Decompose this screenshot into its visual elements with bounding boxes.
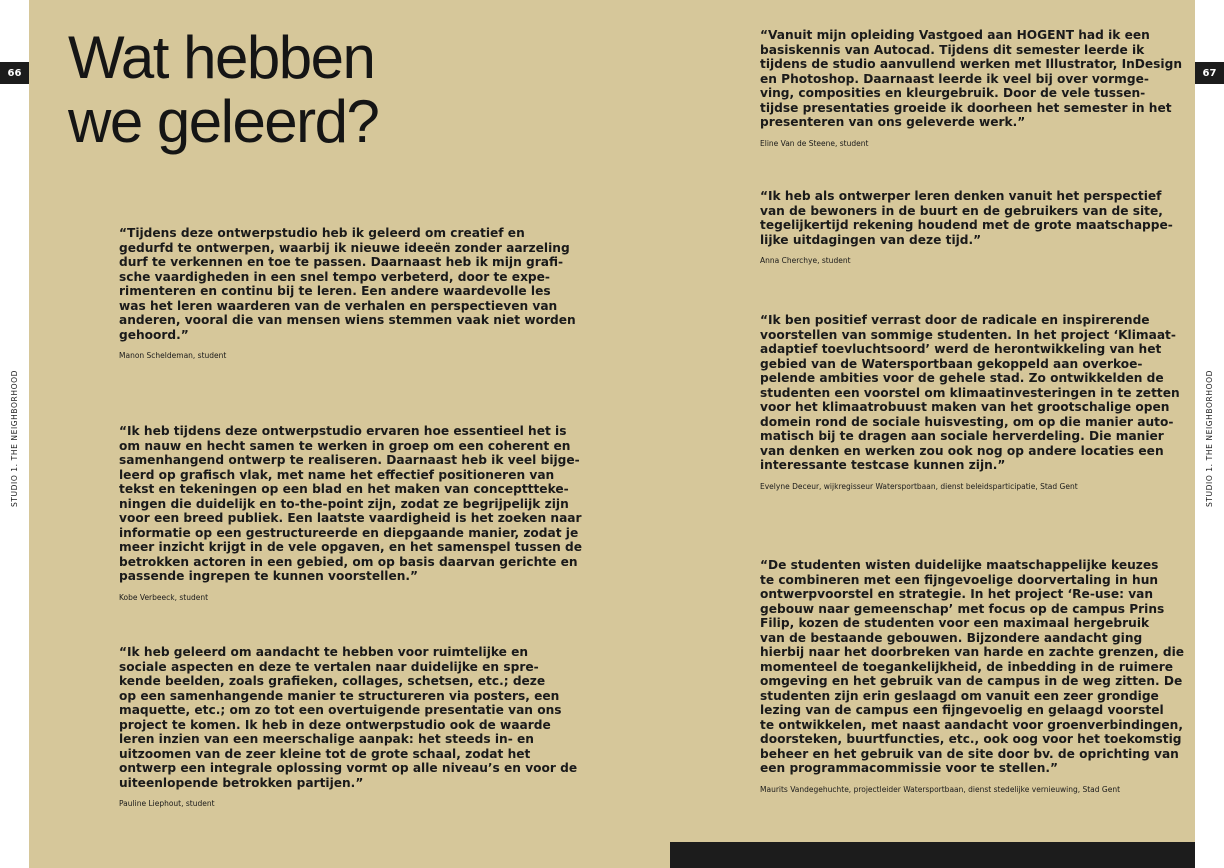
quote-line: tijdse presentaties groeide ik doorheen het semester in het [760, 100, 1172, 115]
quote-text [760, 313, 1180, 473]
quote-line: “Ik heb als ontwerper leren denken vanuit het perspectief [760, 189, 1162, 203]
page-title-line-2: we geleerd? [68, 88, 379, 155]
quote-line: sche vaardigheden in een snel tempo verbeterd, door te expe- [119, 269, 550, 284]
quote-line: gehoord.” [119, 327, 189, 342]
quote-line: te combineren met een fijngevoelige doorvertaling in hun [760, 572, 1159, 587]
quote-line: van de bestaande gebouwen. Bijzondere aandacht ging [760, 630, 1143, 645]
quote-line: durf te verkennen en toe te passen. Daarnaast heb ik mijn grafi- [119, 255, 564, 269]
quote-author: Eline Van de Steene, student [760, 138, 869, 148]
quote-author: Maurits Vandegehuchte, projectleider Watersportbaan, dienst stedelijke vernieuwing, Stad Gent [760, 784, 1121, 794]
quote-author: Manon Scheldeman, student [119, 351, 227, 360]
quote-line: gebouw naar gemeenschap’ met focus op de campus Prins [760, 601, 1165, 616]
quote-author: Pauline Liephout, student [119, 799, 215, 808]
quote-line: betrokken actoren in een gebied, om op basis daarvan gerichte en [119, 554, 578, 569]
quote-line: gebied van de Watersportbaan gekoppeld aan overkoe- [760, 356, 1143, 371]
quote-evelyne-deceur [760, 313, 1180, 492]
quote-text [119, 226, 576, 342]
quote-manon-scheldeman [119, 226, 576, 361]
quote-line: matisch bij te dragen aan sociale herverdeling. Die manier [760, 429, 1164, 443]
quote-text [760, 558, 1184, 776]
quote-line: kende beelden, zoals grafieken, collages, schetsen, etc.; deze [119, 674, 546, 688]
quote-line: lezing van de campus een fijngevoelig en gelaagd voorstel [760, 703, 1164, 717]
quote-kobe-verbeeck [119, 424, 582, 603]
quote-line: was het leren waarderen van de verhalen en perspectieven van [119, 298, 558, 313]
quote-line: ontwerp een integrale oplossing vormt op alle niveau’s en voor de [119, 761, 578, 775]
quote-text [119, 424, 582, 584]
quote-line: “Ik heb geleerd om aandacht te hebben voor ruimtelijke en [119, 645, 529, 659]
quote-line: lijke uitdagingen van deze tijd.” [760, 232, 982, 247]
page-number-left: 66 [0, 62, 29, 84]
quote-line: van de bewoners in de buurt en de gebruikers van de site, [760, 203, 1163, 218]
quote-line: informatie op een gestructureerde en diepgaande manier, zodat je [119, 525, 579, 540]
quote-line: rimenteren en continu bij te leren. Een andere waardevolle les [119, 284, 551, 298]
quote-line: Filip, kozen de studenten voor een maximaal hergebruik [760, 616, 1150, 630]
quote-line: voor het klimaatrobuust maken van het grootschalige open [760, 400, 1170, 414]
quote-line: gedurfd te ontwerpen, waarbij ik nieuwe ideeën zonder aarzeling [119, 240, 570, 255]
quote-line: “Vanuit mijn opleiding Vastgoed aan HOGENT had ik een [760, 28, 1150, 42]
quote-line: “Ik ben positief verrast door de radicale en inspirerende [760, 313, 1150, 327]
quote-author: Kobe Verbeeck, student [119, 592, 209, 602]
quote-line: voor een breed publiek. Een laatste vaardigheid is het zoeken naar [119, 511, 582, 525]
quote-maurits-vandegehuchte [760, 558, 1184, 795]
bottom-black-bar [670, 842, 1195, 868]
quote-line: meer inzicht krijgt in de vele opgaven, en het samenspel tussen de [119, 540, 583, 554]
quote-line: leren inzien van een meerschalige aanpak: het steeds in- en [119, 732, 534, 746]
quote-line: presenteren van ons geleverde werk.” [760, 115, 1026, 129]
quote-line: ningen die duidelijk en to-the-point zijn, zodat ze begrijpelijk zijn [119, 496, 569, 511]
quote-line: domein rond de sociale huisvesting, om op die manier auto- [760, 414, 1174, 429]
quote-author: Evelyne Deceur, wijkregisseur Watersportbaan, dienst beleidsparticipatie, Stad Gent [760, 481, 1078, 491]
quote-line: passende ingrepen te kunnen voorstellen.” [119, 569, 419, 583]
quote-author: Anna Cherchye, student [760, 256, 851, 265]
quote-eline-van-de-steene [760, 28, 1182, 149]
quote-line: maquette, etc.; om zo tot een overtuigende presentatie van ons [119, 703, 562, 717]
quote-line: leerd op grafisch vlak, met name het effectief positioneren van [119, 467, 555, 482]
quote-text [760, 28, 1182, 130]
quote-line: momenteel de toegankelijkheid, de inbedding in de ruimere [760, 659, 1173, 674]
quote-line: basiskennis van Autocad. Tijdens dit semester leerde ik [760, 42, 1145, 57]
quote-line: ontwerpvoorstel en strategie. In het project ‘Re-use: van [760, 587, 1154, 601]
quote-line: omgeving en het gebruik van de campus in de weg zitten. De [760, 674, 1183, 688]
quote-text [760, 189, 1173, 247]
quote-line: pelende ambities voor de gehele stad. Zo ontwikkelden de [760, 371, 1164, 385]
quote-line: adaptief toevluchtsoord’ werd de herontwikkeling van het [760, 342, 1162, 356]
quote-line: om nauw en hecht samen te werken in groep om een coherent en [119, 438, 571, 453]
quote-line: “Ik heb tijdens deze ontwerpstudio ervaren hoe essentieel het is [119, 424, 567, 438]
quote-anna-cherchye [760, 189, 1173, 266]
quote-line: doorsteken, buurtfuncties, etc., ook oog voor het toekomstig [760, 732, 1182, 746]
quote-line: van denken en werken zou ook nog op andere locaties een [760, 443, 1164, 458]
quote-line: en Photoshop. Daarnaast leerde ik veel bij over vormge- [760, 71, 1149, 86]
page-number-right: 67 [1195, 62, 1224, 84]
quote-line: samenhangend ontwerp te realiseren. Daarnaast heb ik veel bijge- [119, 453, 580, 467]
quote-pauline-liephout [119, 645, 577, 809]
quote-line: interessante testcase kunnen zijn.” [760, 458, 1006, 472]
running-header-left: STUDIO 1. THE NEIGHBORHOOD [10, 370, 19, 508]
quote-text [119, 645, 577, 790]
quote-line: ving, composities en kleurgebruik. Door de vele tussen- [760, 86, 1146, 100]
page-title [68, 26, 378, 154]
quote-line: te ontwikkelen, met naast aandacht voor groenverbindingen, [760, 717, 1183, 732]
quote-line: op een samenhangende manier te structureren via posters, een [119, 688, 560, 703]
running-header-right: STUDIO 1. THE NEIGHBORHOOD [1205, 370, 1214, 508]
quote-line: sociale aspecten en deze te vertalen naar duidelijke en spre- [119, 659, 539, 674]
quote-line: hierbij naar het doorbreken van harde en zachte grenzen, die [760, 645, 1185, 659]
quote-line: uiteenlopende betrokken partijen.” [119, 775, 364, 790]
page-title-line-1: Wat hebben [68, 24, 375, 91]
quote-line: anderen, vooral die van mensen wiens stemmen vaak niet worden [119, 313, 576, 327]
quote-line: tegelijkertijd rekening houdend met de grote maatschappe- [760, 218, 1173, 232]
quote-line: “Tijdens deze ontwerpstudio heb ik geleerd om creatief en [119, 226, 525, 240]
quote-line: project te komen. Ik heb in deze ontwerpstudio ook de waarde [119, 717, 551, 732]
quote-line: tijdens de studio aanvullend werken met Illustrator, InDesign [760, 57, 1182, 71]
quote-line: beheer en het gebruik van de site door bv. de oprichting van [760, 746, 1179, 761]
quote-line: “De studenten wisten duidelijke maatschappelijke keuzes [760, 558, 1159, 572]
quote-line: een programmacommissie voor te stellen.” [760, 761, 1059, 775]
quote-line: studenten een voorstel om klimaatinvesteringen in te zetten [760, 385, 1180, 400]
quote-line: studenten zijn erin geslaagd om vanuit een zeer grondige [760, 688, 1159, 703]
quote-line: tekst en tekeningen op een blad en het maken van concepttteke- [119, 482, 569, 496]
quote-line: voorstellen van sommige studenten. In het project ‘Klimaat- [760, 327, 1176, 342]
quote-line: uitzoomen van de zeer kleine tot de grote schaal, zodat het [119, 746, 531, 761]
